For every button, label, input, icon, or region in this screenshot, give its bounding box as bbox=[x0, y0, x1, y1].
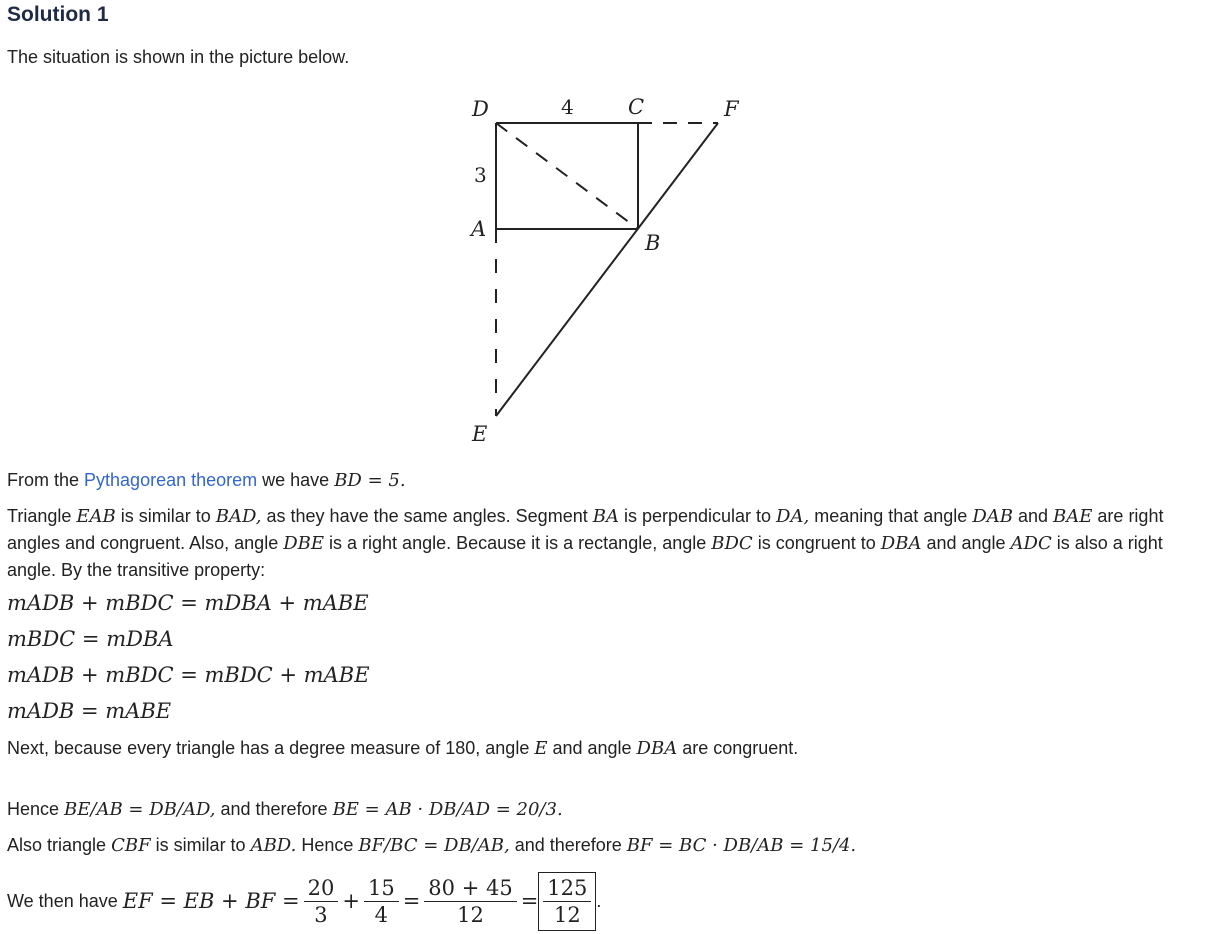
paragraph-bf: Also triangle CBF is similar to ABD. Hence BF/BC = DB/AB, and therefore BF = BC · DB/AB = 15/4. bbox=[7, 835, 857, 856]
paragraph-congruent: Next, because every triangle has a degree measure of 180, angle E and angle DBA are congruent. bbox=[7, 738, 799, 759]
equation-1: mADB + mBDC = mDBA + mABE bbox=[7, 591, 369, 615]
boxed-answer: $\frac{125}{12}$ bbox=[538, 872, 596, 931]
segment-db-dashed bbox=[496, 123, 638, 229]
label-c: C bbox=[628, 95, 645, 119]
equation-2: mBDC = mDBA bbox=[7, 627, 174, 651]
label-e: E bbox=[472, 422, 488, 446]
solution-heading: Solution 1 bbox=[7, 3, 109, 26]
label-three: 3 bbox=[474, 163, 487, 187]
math-bd: BD = 5. bbox=[334, 470, 406, 491]
paragraph-similarity: Triangle EAB is similar to BAD, as they have the same angles. Segment BA is perpendicular to DA, meaning that angle DAB and BAE are right angles and congruent. Also, angle DBE is a right angle. Because it is a rectangle, angle BDC is congruent to DBA and angle ADC is also a right angle. By the transitive property: bbox=[7, 506, 1164, 580]
equation-3: mADB + mBDC = mBDC + mABE bbox=[7, 663, 370, 687]
label-b: B bbox=[645, 231, 661, 255]
paragraph-be: Hence BE/AB = DB/AD, and therefore BE = AB · DB/AD = 20/3. bbox=[7, 799, 563, 820]
segment-ef bbox=[496, 123, 718, 416]
label-d: D bbox=[472, 97, 489, 121]
fraction-15-4: $\frac{15}{4}$ bbox=[364, 875, 399, 928]
fraction-sum: $\frac{80 + 45}{12}$ bbox=[424, 875, 516, 928]
label-four: 4 bbox=[561, 95, 574, 119]
label-f: F bbox=[724, 97, 739, 121]
label-a: A bbox=[471, 217, 487, 241]
pythagorean-theorem-link[interactable]: Pythagorean theorem bbox=[84, 470, 258, 490]
fraction-20-3: $\frac{20}{3}$ bbox=[304, 875, 339, 928]
geometry-figure bbox=[0, 0, 1210, 460]
intro-text: The situation is shown in the picture below. bbox=[7, 47, 350, 67]
equation-4: mADB = mABE bbox=[7, 699, 172, 723]
paragraph-ef: We then have EF = EB + BF = $\frac{20}{3}$ + $\frac{15}{4}$ = $\frac{80 + 45}{12}$ = $\frac{125}{12}$ . bbox=[7, 870, 601, 932]
paragraph-pythagorean: From the Pythagorean theorem we have BD = 5. bbox=[7, 470, 406, 491]
